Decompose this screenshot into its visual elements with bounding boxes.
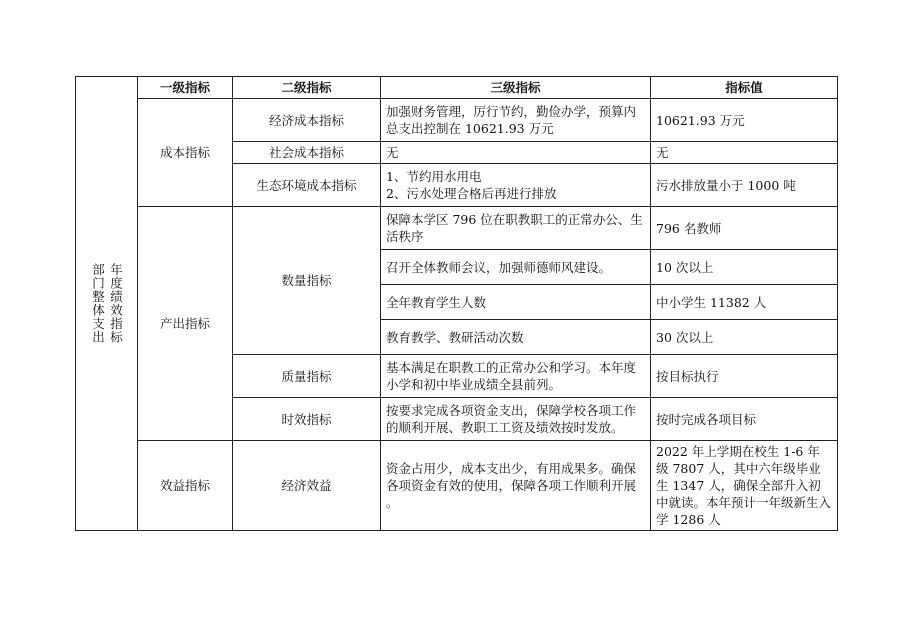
level3-cell: 按要求完成各项资金支出，保障学校各项工作的顺利开展、教职工工资及绩效按时发放。: [381, 398, 651, 441]
header-level1: 一级指标: [138, 77, 233, 99]
header-value: 指标值: [651, 77, 838, 99]
value-cell: 按时完成各项目标: [651, 398, 838, 441]
value-cell: 10621.93 万元: [651, 99, 838, 142]
value-cell: 无: [651, 142, 838, 164]
value-cell: 污水排放量小于 1000 吨: [651, 164, 838, 207]
performance-indicator-table: [75, 76, 838, 531]
level3-cell: 基本满足在职教工的正常办公和学习。本年度小学和初中毕业成绩全县前列。: [381, 355, 651, 398]
side-label-annual: 年度绩效指标: [108, 263, 124, 344]
level2-cell: 时效指标: [233, 398, 381, 441]
value-cell: 中小学生 11382 人: [651, 285, 838, 320]
level3-line: 1、节约用水用电: [386, 169, 482, 184]
level1-benefit: 效益指标: [138, 441, 233, 531]
level3-cell: 资金占用少，成本支出少，有用成果多。确保各项资金有效的使用，保障各项工作顺利开展 。: [381, 441, 651, 531]
table-row: [76, 99, 838, 142]
level2-cell: 数量指标: [233, 207, 381, 355]
level1-cost: 成本指标: [138, 99, 233, 207]
level2-cell: 经济效益: [233, 441, 381, 531]
side-label-department: 部门整体支出: [90, 263, 106, 344]
side-label-cell: [76, 77, 138, 531]
level3-cell: 教育教学、教研活动次数: [381, 320, 651, 355]
level3-line: 2、污水处理合格后再进行排放: [386, 186, 557, 201]
level2-cell: 社会成本指标: [233, 142, 381, 164]
level3-cell: 全年教育学生人数: [381, 285, 651, 320]
level2-cell: 生态环境成本指标: [233, 164, 381, 207]
level3-cell: 召开全体教师会议，加强师德师风建设。: [381, 250, 651, 285]
value-cell: 按目标执行: [651, 355, 838, 398]
level1-output: 产出指标: [138, 207, 233, 441]
level3-cell: [381, 164, 651, 207]
value-cell: 10 次以上: [651, 250, 838, 285]
table-row: [76, 207, 838, 250]
header-row: [76, 77, 838, 99]
level2-cell: 经济成本指标: [233, 99, 381, 142]
header-level3: 三级指标: [381, 77, 651, 99]
value-cell: 30 次以上: [651, 320, 838, 355]
table-row: [76, 441, 838, 531]
value-cell: 796 名教师: [651, 207, 838, 250]
level3-cell: 加强财务管理，厉行节约，勤俭办学，预算内总支出控制在 10621.93 万元: [381, 99, 651, 142]
level2-cell: 质量指标: [233, 355, 381, 398]
level3-cell: 保障本学区 796 位在职教职工的正常办公、生活秩序: [381, 207, 651, 250]
header-level2: 二级指标: [233, 77, 381, 99]
level3-cell: 无: [381, 142, 651, 164]
value-cell: 2022 年上学期在校生 1-6 年级 7807 人，其中六年级毕业生 1347 人，确保全部升入初中就读。本年预计一年级新生入学 1286 人: [651, 441, 838, 531]
